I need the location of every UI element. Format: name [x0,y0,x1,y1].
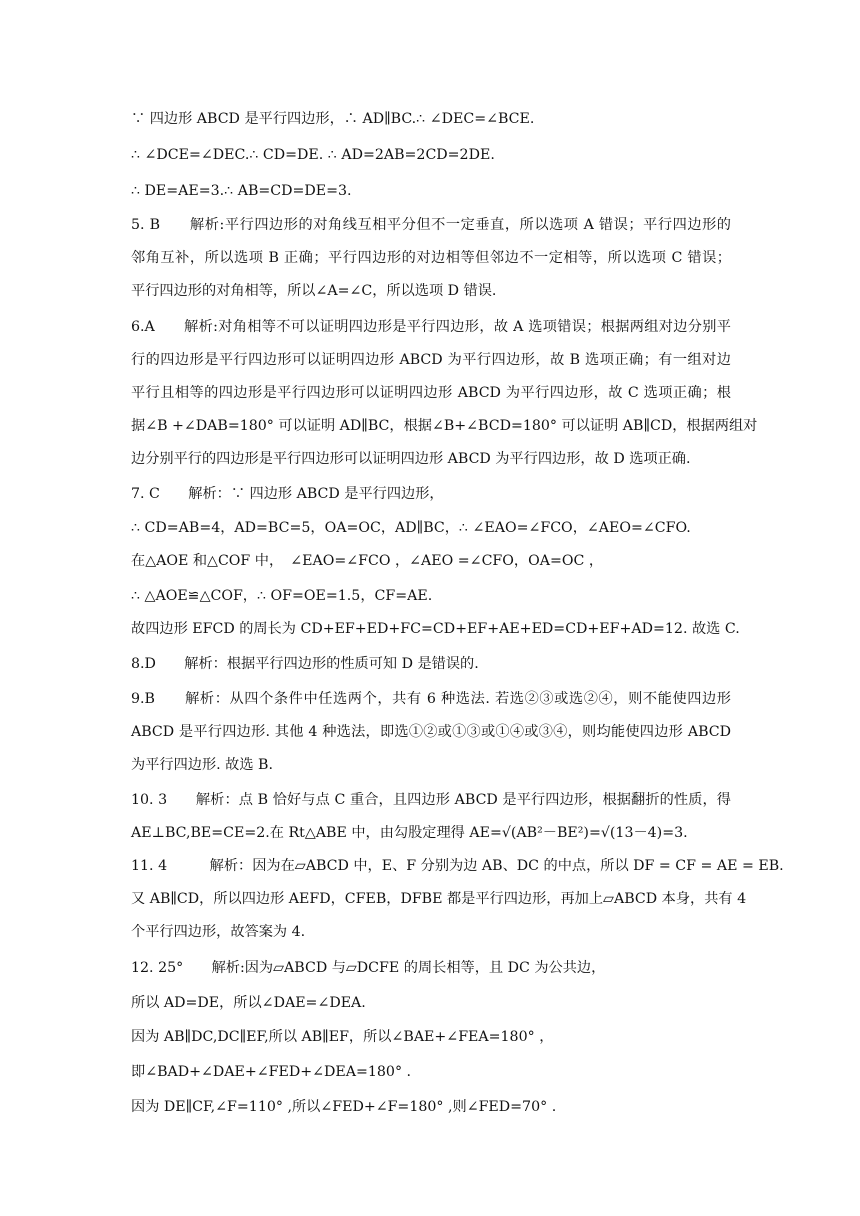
text-line: 6.A 解析:对角相等不可以证明四边形是平行四边形，故 A 选项错误；根据两组对边分别平 [131,319,731,335]
text-line: 12. 25° 解析:因为▱ABCD 与▱DCFE 的周长相等，且 DC 为公共边， [131,960,606,976]
text-line: ∴ △AOE≌△COF，∴ OF=OE=1.5，CF=AE. [131,588,433,604]
text-line: 故四边形 EFCD 的周长为 CD+EF+ED+FC=CD+EF+AE+ED=CD+EF+AD=12. 故选 C. [131,621,740,637]
text-line: 8.D 解析：根据平行四边形的性质可知 D 是错误的. [131,656,479,672]
text-line: 边分别平行的四边形是平行四边形可以证明四边形 ABCD 为平行四边形，故 D 选项正确. [131,451,691,467]
text-line: 5. B 解析:平行四边形的对角线互相平分但不一定垂直，所以选项 A 错误；平行四边形的 [131,217,731,233]
text-line: ABCD 是平行四边形. 其他 4 种选法，即选①②或①③或①④或③④，则均能使四边形 ABCD [131,724,731,740]
text-line: 10. 3 解析：点 B 恰好与点 C 重合，且四边形 ABCD 是平行四边形，根据翻折的性质，得 [131,792,731,808]
text-line: 个平行四边形，故答案为 4. [131,924,306,940]
text-line: ∵ 四边形 ABCD 是平行四边形，∴ AD∥BC.∴ ∠DEC=∠BCE. [131,111,535,127]
text-line: ∴ DE=AE=3.∴ AB=CD=DE=3. [131,183,352,199]
text-line: 平行且相等的四边形是平行四边形可以证明四边形 ABCD 为平行四边形，故 C 选项正确；根 [131,385,731,401]
text-line: 在△AOE 和△COF 中， ∠EAO=∠FCO ，∠AEO =∠CFO，OA=OC ， [131,553,604,569]
text-line: 因为 AB∥DC,DC∥EF,所以 AB∥EF，所以∠BAE+∠FEA=180° ， [131,1029,554,1045]
text-line: AE⊥BC,BE=CE=2.在 Rt△ABE 中，由勾股定理得 AE=√(AB²－BE²)=√(13－4)=3. [131,825,688,841]
text-line: 7. C 解析：∵ 四边形 ABCD 是平行四边形， [131,486,444,502]
text-line: 据∠B +∠DAB=180° 可以证明 AD∥BC，根据∠B+∠BCD=180° 可以证明 AB∥CD，根据两组对 [131,418,758,434]
text-line: 9.B 解析：从四个条件中任选两个，共有 6 种选法. 若选②③或选②④，则不能使四边形 [131,691,731,707]
text-line: 即∠BAD+∠DAE+∠FED+∠DEA=180° . [131,1064,412,1080]
text-line: ∴ ∠DCE=∠DEC.∴ CD=DE. ∴ AD=2AB=2CD=2DE. [131,147,495,163]
text-line: 因为 DE∥CF,∠F=110° ,所以∠FED+∠F=180° ,则∠FED=70° . [131,1099,557,1115]
text-line: 又 AB∥CD，所以四边形 AEFD，CFEB，DFBE 都是平行四边形，再加上▱ABCD 本身，共有 4 [131,891,747,907]
text-line: 邻角互补，所以选项 B 正确；平行四边形的对边相等但邻边不一定相等，所以选项 C 错误； [131,250,731,266]
text-line: 为平行四边形. 故选 B. [131,757,273,773]
text-line: 平行四边形的对角相等，所以∠A=∠C，所以选项 D 错误. [131,283,497,299]
text-line: 所以 AD=DE，所以∠DAE=∠DEA. [131,995,366,1011]
text-line: ∴ CD=AB=4，AD=BC=5，OA=OC，AD∥BC，∴ ∠EAO=∠FCO，∠AEO=∠CFO. [131,520,691,536]
text-line: 行的四边形是平行四边形可以证明四边形 ABCD 为平行四边形，故 B 选项正确；有一组对边 [131,352,731,368]
text-line: 11. 4 解析：因为在▱ABCD 中，E、F 分别为边 AB、DC 的中点，所以 DF = CF = AE = EB. [131,858,784,874]
